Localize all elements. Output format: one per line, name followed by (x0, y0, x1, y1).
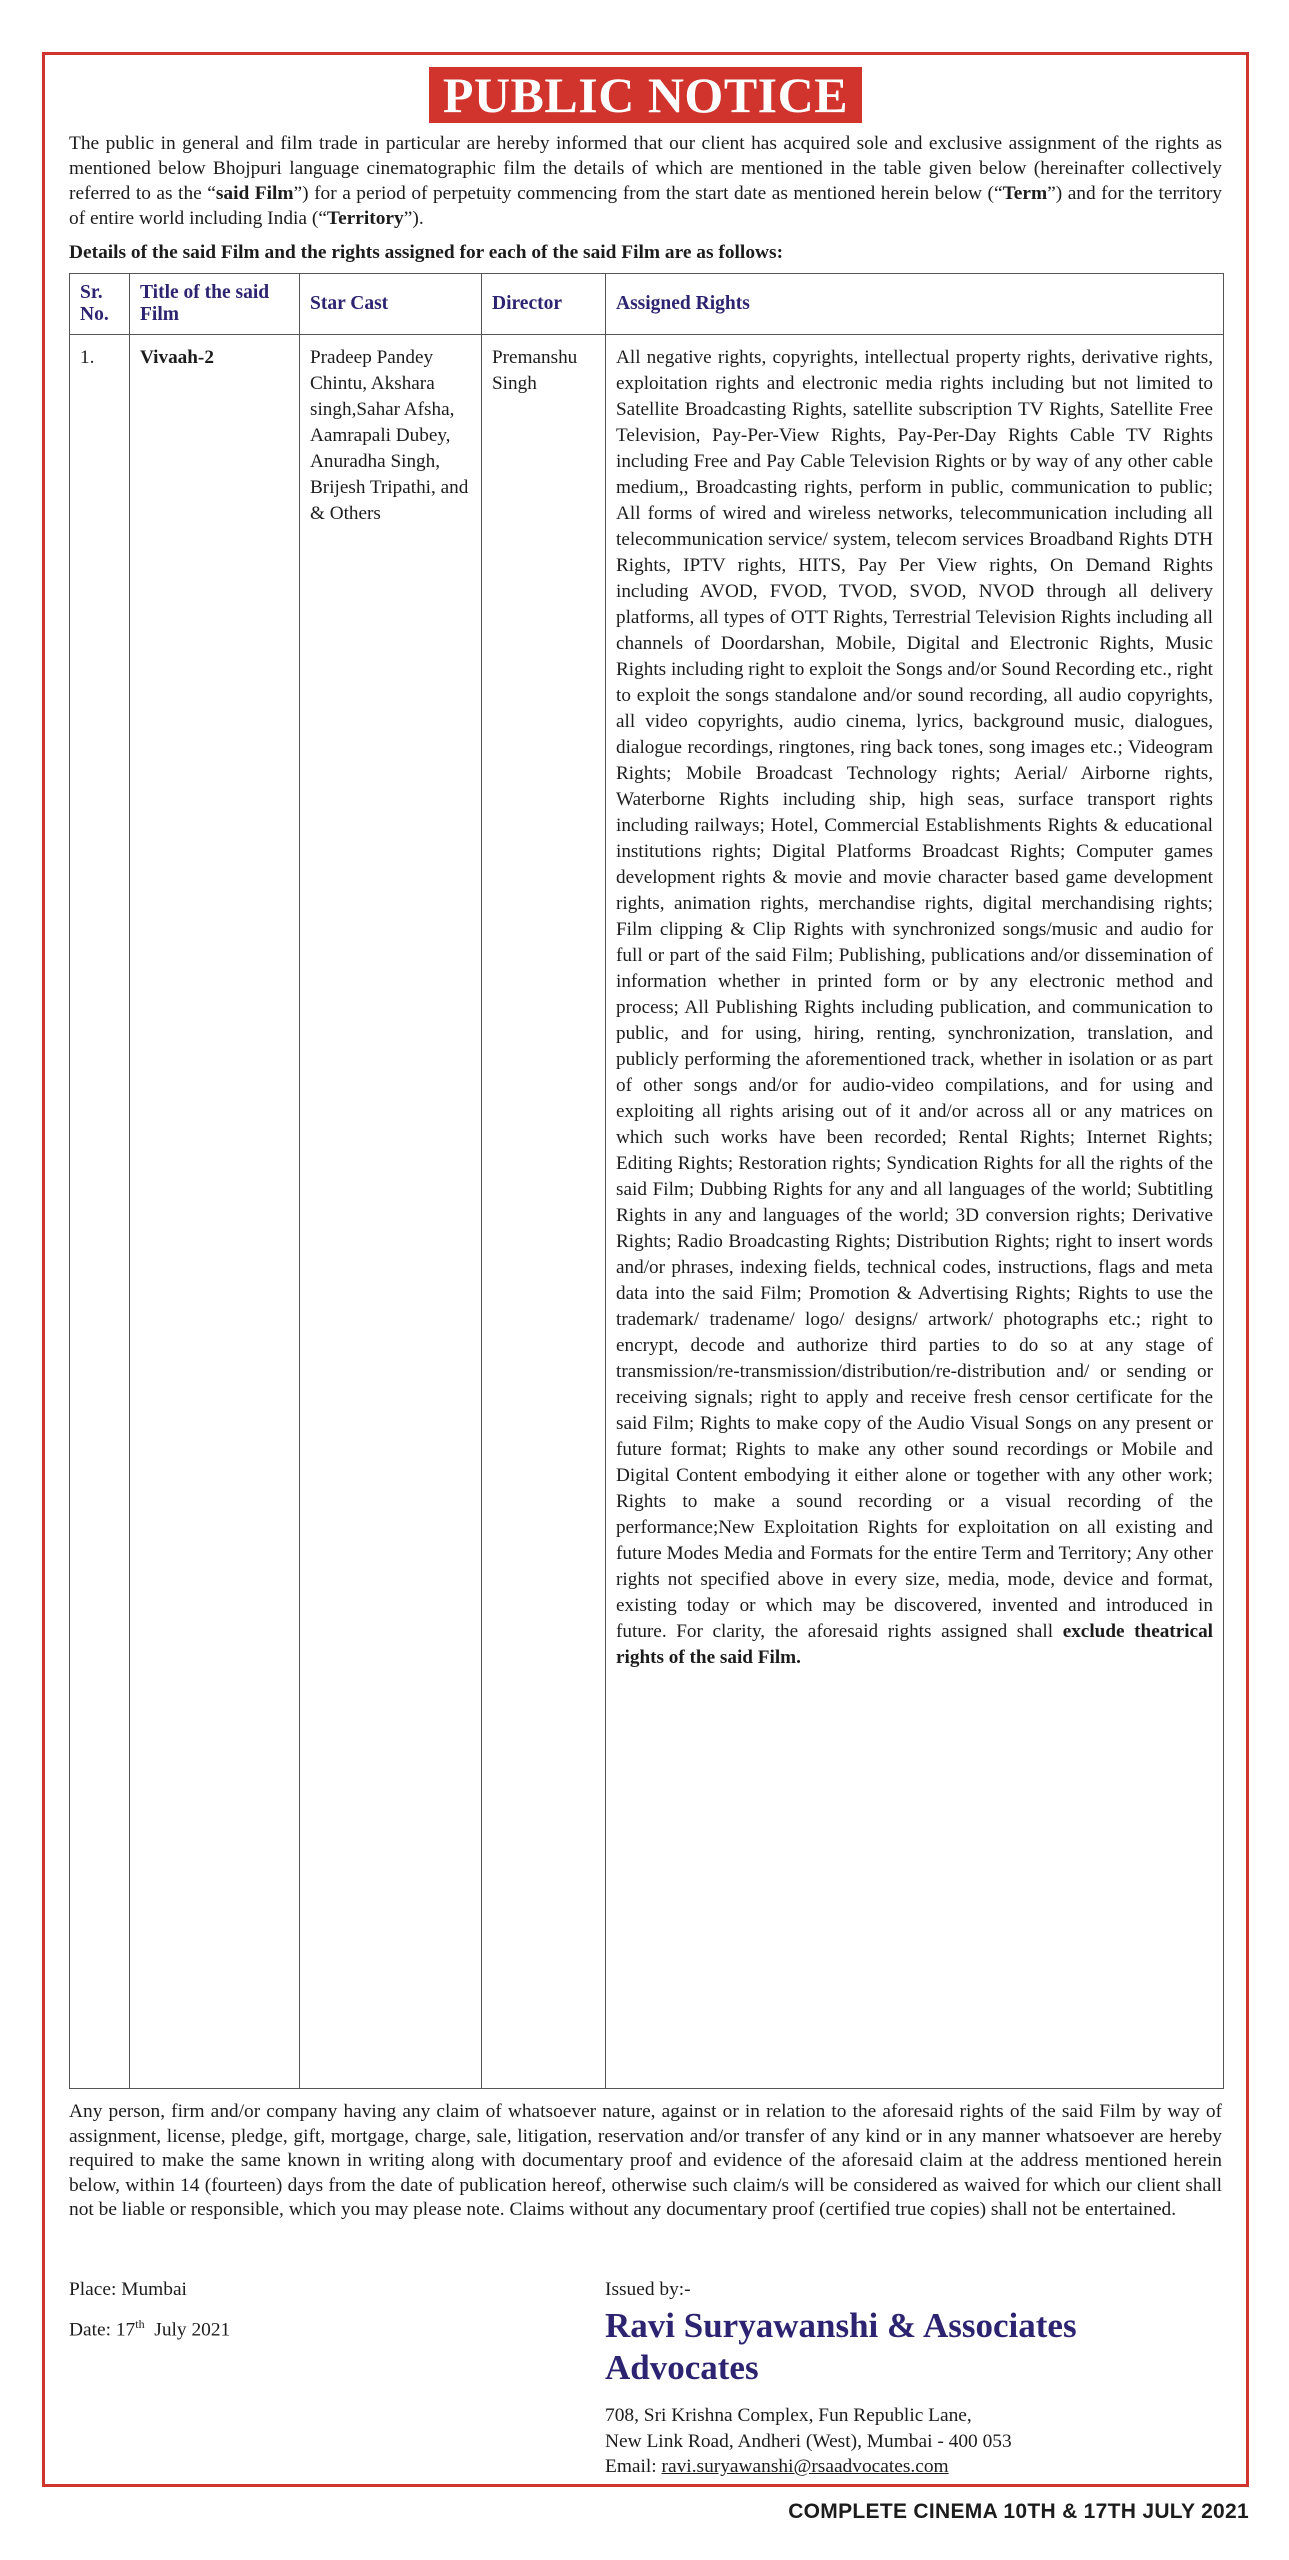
header-director: Director (482, 274, 606, 335)
date-prefix: Date: 17 (69, 2319, 136, 2341)
date-ordinal: th (135, 2317, 145, 2331)
intro-text: ”). (403, 208, 424, 229)
issued-by: Issued by:- (605, 2279, 691, 2300)
film-rights-table (69, 273, 1224, 2089)
cell-director: Premanshu Singh (482, 335, 606, 2089)
date-suffix: July 2021 (144, 2319, 231, 2341)
firm-name-line1: Ravi Suryawanshi & Associates (605, 2306, 1077, 2345)
cell-sr-no: 1. (70, 335, 130, 2089)
intro-text: ”) for a period of perpetuity commencing from the start date as mentioned herein below (“ (293, 183, 1003, 204)
cell-star-cast: Pradeep Pandey Chintu, Akshara singh,Sahar Afsha, Aamrapali Dubey, Anuradha Singh, Brijesh Tripathi, and & Others (300, 335, 482, 2089)
header-title: Title of the said Film (130, 274, 300, 335)
intro-defined-term: Territory (326, 208, 404, 229)
cell-film-title: Vivaah-2 (130, 335, 300, 2089)
closing-paragraph: Any person, firm and/or company having any claim of whatsoever nature, against or in relation to the aforesaid rights of the said Film by way of assignment, license, pledge, gift, mortgage, charge, sale, litigation, reservation and/or transfer of any kind or in any manner whatsoever are hereby required to make the same known in writing along with documentary proof and evidence of the aforesaid claim at the address mentioned herein below, within 14 (fourteen) days from the date of publication hereof, otherwise such claim/s will be considered as waived for which our client shall not be liable or responsible, which you may please note. Claims without any documentary proof (certified true copies) shall not be entertained. (69, 2101, 1222, 2220)
cell-assigned-rights (606, 335, 1224, 2089)
place: Place: Mumbai (69, 2279, 187, 2300)
rights-text: All negative rights, copyrights, intellectual property rights, derivative rights, exploitation rights and electronic media rights including but not limited to Satellite Broadcasting Rights, satellite subscription TV Rights, Satellite Free Television, Pay-Per-View Rights, Pay-Per-Day Rights Cable TV Rights including Free and Pay Cable Television Rights or by way of any other cable medium,, Broadcasting rights, perform in public, communication to public; All forms of wired and wireless networks, telecommunication including all telecommunication service/ system, telecom services Broadband Rights DTH Rights, IPTV rights, HITS, Pay Per View rights, On Demand Rights including AVOD, FVOD, TVOD, SVOD, NVOD through all delivery platforms, all types of OTT Rights, Terrestrial Television Rights including all channels of Doordarshan, Mobile, Digital and Electronic Rights, Music Rights including right to exploit the Songs and/or Sound Recording etc., right to exploit the songs standalone and/or sound recording, all audio copyrights, all video copyrights, audio cinema, lyrics, background music, dialogues, dialogue recordings, ringtones, ring back tones, song images etc.; Videogram Rights; Mobile Broadcast Technology rights; Aerial/ Airborne rights, Waterborne Rights including ship, high seas, surface transport rights including railways; Hotel, Commercial Establishments Rights & educational institutions rights; Digital Platforms Broadcast Rights; Computer games development rights & movie and movie character based game development rights, animation rights, merchandise rights, digital merchandising rights; Film clipping & Clip Rights with synchronized songs/music and audio for full or part of the said Film; Publishing, publications and/or dissemination of information whether in printed form or by any electronic method and process; All Publishing Rights including publication, and communication to public, and for using, hiring, renting, synchronization, translation, and publicly performing the aforementioned track, whether in isolation or as part of other songs and/or for audio-video compilations, and for using and exploiting all rights arising out of it and/or across all or any matrices on which such works have been recorded; Rental Rights; Internet Rights; Editing Rights; Restoration rights; Syndication Rights for all the rights of the said Film; Dubbing Rights for any and all languages of the world; Subtitling Rights in any and languages of the world; 3D conversion rights; Derivative Rights; Radio Broadcasting Rights; Distribution Rights; right to insert words and/or phrases, indexing fields, technical codes, instructions, flags and meta data into the said Film; Promotion & Advertising Rights; Rights to use the trademark/ tradename/ logo/ designs/ artwork/ photographs etc.; right to encrypt, decode and authorize third parties to do so at any stage of transmission/re-transmission/distribution/re-distribution and/ or sending or receiving signals; right to apply and receive fresh censor certificate for the said Film; Rights to make copy of the Audio Visual Songs on any present or future format; Rights to make any other sound recordings or Mobile and Digital Content embodying it either alone or together with any other work; Rights to make a sound recording or a visual recording of the performance;New Exploitation Rights for exploitation on all existing and future Modes Media and Formats for the entire Term and Territory; Any other rights not specified above in every size, media, mode, device and format, existing today or which may be discovered, invented and introduced in future. For clarity, the aforesaid rights assigned shall (616, 347, 1213, 1642)
firm-name-line2: Advocates (605, 2348, 759, 2387)
firm-name (605, 2305, 1077, 2389)
email-label: Email: (605, 2456, 662, 2477)
publication-footer: COMPLETE CINEMA 10TH & 17TH JULY 2021 (788, 2500, 1249, 2523)
date (69, 2317, 230, 2341)
intro-text: ”) and for the territory of entire world including India (“ (69, 183, 1222, 229)
header-assigned-rights: Assigned Rights (606, 274, 1224, 335)
details-heading: Details of the said Film and the rights assigned for each of the said Film are as follows: (69, 242, 784, 263)
email-line (605, 2454, 1012, 2480)
email-link[interactable]: ravi.suryawanshi@rsaadvocates.com (661, 2456, 949, 2477)
title-wrap (45, 67, 1246, 123)
address-line1: 708, Sri Krishna Complex, Fun Republic Lane, (605, 2405, 972, 2426)
table-row (70, 335, 1224, 2089)
intro-defined-term: said Film (215, 183, 294, 204)
header-star-cast: Star Cast (300, 274, 482, 335)
firm-address (605, 2403, 1012, 2480)
table-header-row (70, 274, 1224, 335)
intro-defined-term: Term (1002, 183, 1048, 204)
notice-title: PUBLIC NOTICE (429, 67, 862, 123)
notice-frame (42, 52, 1249, 2487)
intro-paragraph (69, 131, 1222, 231)
intro-text: The public in general and film trade in particular are hereby informed that our client has acquired sole and exclusive assignment of the rights as mentioned below Bhojpuri language cinematographic film the details of which are mentioned in the table given below (hereinafter collectively referred to as the “ (69, 133, 1222, 204)
rights-exclusion: exclude theatrical rights of the said Film. (616, 1621, 1213, 1668)
address-line2: New Link Road, Andheri (West), Mumbai - 400 053 (605, 2430, 1012, 2452)
header-sr-no: Sr. No. (70, 274, 130, 335)
